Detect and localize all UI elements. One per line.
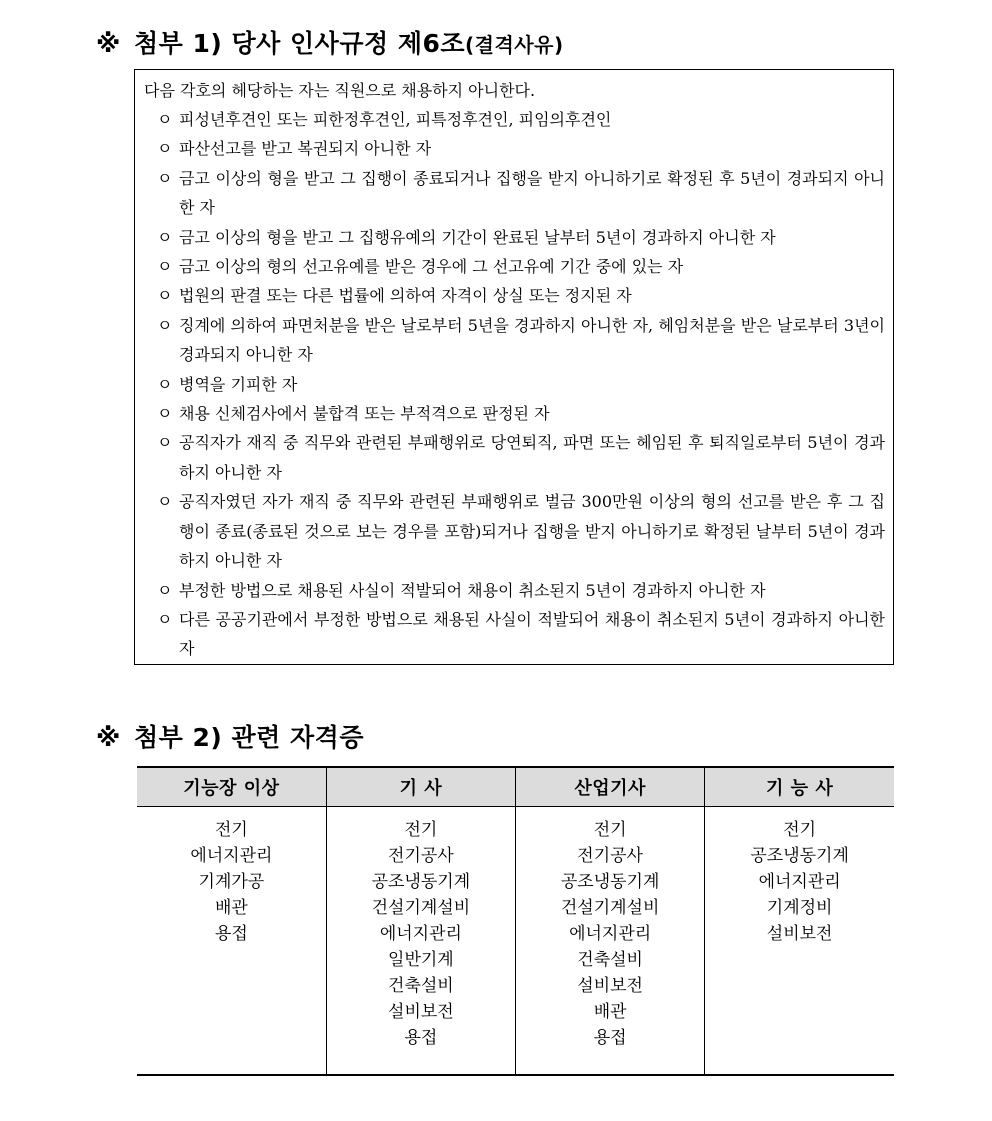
bullet-icon: ㅇ [157, 257, 173, 277]
column-header: 산업기사 [516, 767, 705, 807]
disqualification-box [134, 69, 894, 665]
certificate-entry: 설비보전 [388, 1002, 454, 1022]
column-header: 기능장 이상 [137, 767, 326, 807]
disqualification-list [144, 105, 885, 664]
certificate-table-body-row [137, 807, 894, 1076]
disqualification-item [144, 105, 885, 134]
disqualification-item [144, 576, 885, 605]
disqualification-item-text: 부정한 방법으로 채용된 사실이 적발되어 채용이 취소된지 5년이 경과하지 아니한 자 [179, 580, 766, 600]
certificate-entry: 전기공사 [388, 846, 454, 866]
disqualification-item [144, 311, 885, 370]
disqualification-item-text: 다른 공공기관에서 부정한 방법으로 채용된 사실이 적발되어 채용이 취소된지 5년이 경과하지 아니한 자 [179, 609, 885, 659]
certificate-table [137, 766, 894, 1076]
disqualification-item [144, 252, 885, 281]
certificate-entry: 전기 [593, 820, 627, 840]
disqualification-item-text: 병역을 기피한 자 [179, 374, 298, 394]
section2-title: 첨부 2) 관련 자격증 [134, 723, 364, 752]
reference-mark-icon: ※ [96, 29, 121, 58]
bullet-icon: ㅇ [157, 374, 173, 394]
disqualification-item [144, 399, 885, 428]
certificate-entry: 전기 [783, 820, 817, 840]
column-header: 기 사 [326, 767, 515, 807]
certificate-entry: 건축설비 [388, 976, 454, 996]
bullet-icon: ㅇ [157, 433, 173, 453]
certificate-entry: 전기공사 [577, 846, 643, 866]
certificate-entry: 기계가공 [198, 872, 265, 892]
bullet-icon: ㅇ [157, 492, 173, 512]
bullet-icon: ㅇ [157, 404, 173, 424]
disqualification-item-text: 파산선고를 받고 복권되지 아니한 자 [179, 139, 432, 159]
certificate-entry: 일반기계 [388, 950, 454, 970]
disqualification-item-text: 징계에 의하여 파면처분을 받은 날로부터 5년을 경과하지 아니한 자, 헤임처분을 받은 날로부터 3년이 경과되지 아니한 자 [179, 315, 885, 365]
certificate-entry: 설비보전 [577, 976, 643, 996]
disqualification-item-text: 채용 신체검사에서 불합격 또는 부적격으로 판정된 자 [179, 404, 550, 424]
section1-heading [96, 24, 564, 60]
disqualification-intro: 다음 각호의 헤당하는 자는 직원으로 채용하지 아니한다. [144, 81, 536, 100]
bullet-icon: ㅇ [157, 286, 173, 306]
bullet-icon: ㅇ [157, 609, 173, 629]
certificate-entry: 배관 [593, 1002, 627, 1022]
certificate-entry: 공조냉동기계 [750, 846, 849, 866]
certificate-entry: 에너지관리 [758, 872, 841, 892]
column-header: 기 능 사 [705, 767, 894, 807]
disqualification-item-text: 금고 이상의 형을 받고 그 집행유예의 기간이 완료된 날부터 5년이 경과하지 아니한 자 [179, 227, 776, 247]
disqualification-item-text: 피성년후견인 또는 피한정후견인, 피특정후견인, 피임의후견인 [179, 110, 612, 129]
disqualification-item-text: 금고 이상의 형을 받고 그 집행이 종료되거나 집행을 받지 아니하기로 확정된 후 5년이 경과되지 아니한 자 [179, 168, 885, 218]
certificate-entry: 용접 [404, 1028, 438, 1048]
certificate-entry: 공조냉동기계 [560, 872, 660, 892]
disqualification-item [144, 223, 885, 252]
certificate-entry: 에너지관리 [379, 924, 462, 944]
certificate-entry: 전기 [404, 820, 438, 840]
certificate-entry: 용접 [593, 1028, 627, 1048]
certificate-entry: 건축설비 [577, 950, 643, 970]
disqualification-item [144, 134, 885, 163]
certificate-entry: 용접 [214, 924, 248, 944]
disqualification-item [144, 428, 885, 487]
certificate-column [137, 807, 326, 1076]
certificate-column [326, 807, 515, 1076]
section1-title: 첨부 1) 당사 인사규정 제6조 [134, 29, 466, 58]
disqualification-item-text: 금고 이상의 형의 선고유예를 받은 경우에 그 선고유예 기간 중에 있는 자 [179, 257, 684, 277]
certificate-entry: 건설기계설비 [371, 898, 471, 918]
disqualification-item [144, 370, 885, 399]
disqualification-item [144, 605, 885, 664]
certificate-entry: 에너지관리 [190, 846, 273, 866]
bullet-icon: ㅇ [157, 227, 173, 247]
certificate-entry: 공조냉동기계 [371, 872, 471, 892]
disqualification-item-text: 공직자가 재직 중 직무와 관련된 부패행위로 당연퇴직, 파면 또는 헤임된 후 퇴직일로부터 5년이 경과하지 아니한 자 [179, 433, 885, 482]
certificate-column [516, 807, 705, 1076]
disqualification-item [144, 281, 885, 310]
bullet-icon: ㅇ [157, 139, 173, 159]
certificate-entry: 설비보전 [766, 924, 833, 944]
certificate-entry: 기계정비 [766, 898, 833, 918]
certificate-entry: 건설기계설비 [560, 898, 660, 918]
certificate-entry: 전기 [214, 820, 248, 840]
bullet-icon: ㅇ [157, 315, 173, 335]
disqualification-item-text: 법원의 판결 또는 다른 법률에 의하여 자격이 상실 또는 정지된 자 [179, 286, 632, 306]
bullet-icon: ㅇ [157, 168, 173, 188]
disqualification-item [144, 487, 885, 575]
disqualification-item [144, 164, 885, 223]
certificate-table-header-row [137, 767, 894, 807]
disqualification-item-text: 공직자였던 자가 재직 중 직무와 관련된 부패행위로 벌금 300만원 이상의 형의 선고를 받은 후 그 집행이 종료(종료된 것으로 보는 경우를 포함)되거나 집행을 받지 아니하기로 확정된 날부터 5년이 경과하지 아니한 자 [179, 492, 885, 571]
certificate-column [705, 807, 894, 1076]
certificate-entry: 배관 [214, 898, 248, 918]
reference-mark-icon: ※ [96, 723, 121, 752]
bullet-icon: ㅇ [157, 110, 173, 129]
section2-heading [96, 718, 364, 754]
certificate-entry: 에너지관리 [569, 924, 652, 944]
section1-subtitle: (결격사유) [465, 33, 564, 57]
bullet-icon: ㅇ [157, 580, 173, 600]
